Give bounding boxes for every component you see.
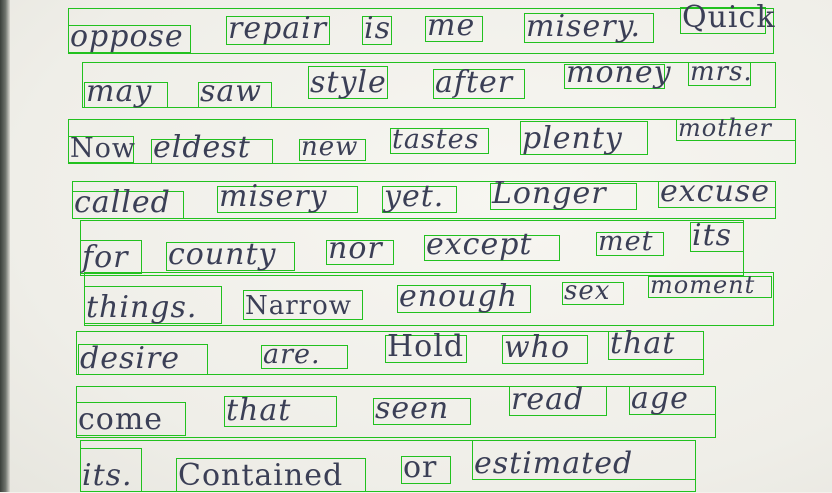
word: misery. (524, 13, 654, 43)
page-edge (0, 0, 10, 492)
word: me (425, 16, 483, 42)
word: Hold (385, 335, 467, 363)
word: Quick (682, 0, 776, 35)
word: after (433, 69, 525, 99)
word: its (690, 222, 744, 252)
word: tastes (390, 128, 489, 154)
word: except (424, 235, 560, 261)
word: mother (676, 119, 796, 141)
word: things. (84, 286, 222, 324)
word: moment (648, 276, 772, 298)
word: its. (80, 448, 142, 492)
word: seen (373, 398, 471, 425)
word: called (72, 191, 184, 219)
handwritten-page (10, 0, 832, 492)
word: mrs. (690, 57, 753, 87)
word: Narrow (243, 290, 363, 320)
word: Contained (176, 458, 366, 492)
word: oppose (68, 25, 191, 53)
word: read (509, 386, 607, 416)
word: nor (326, 240, 394, 265)
word: yet. (382, 186, 457, 213)
word: new (299, 139, 366, 161)
word: repair (226, 16, 330, 45)
word: Now (70, 133, 136, 164)
word: eldest (151, 139, 273, 164)
word: age (629, 386, 716, 415)
word: excuse (658, 181, 776, 208)
word: county (166, 242, 295, 271)
word: for (80, 240, 142, 274)
word: that (224, 396, 337, 427)
word: is (364, 11, 391, 46)
word: come (76, 402, 186, 436)
word: enough (397, 285, 531, 313)
word: desire (78, 344, 208, 375)
word: that (608, 331, 704, 360)
word: misery (217, 186, 358, 213)
word: or (401, 456, 451, 484)
word: plenty (520, 121, 648, 155)
word: estimated (472, 440, 696, 480)
word: who (502, 335, 588, 364)
word: style (310, 65, 387, 100)
word: Longer (490, 183, 637, 210)
word: money (566, 55, 672, 90)
word: saw (198, 82, 272, 108)
word: are. (261, 345, 348, 369)
word: may (84, 82, 168, 108)
word: sex (562, 282, 624, 305)
word: met (596, 232, 664, 256)
